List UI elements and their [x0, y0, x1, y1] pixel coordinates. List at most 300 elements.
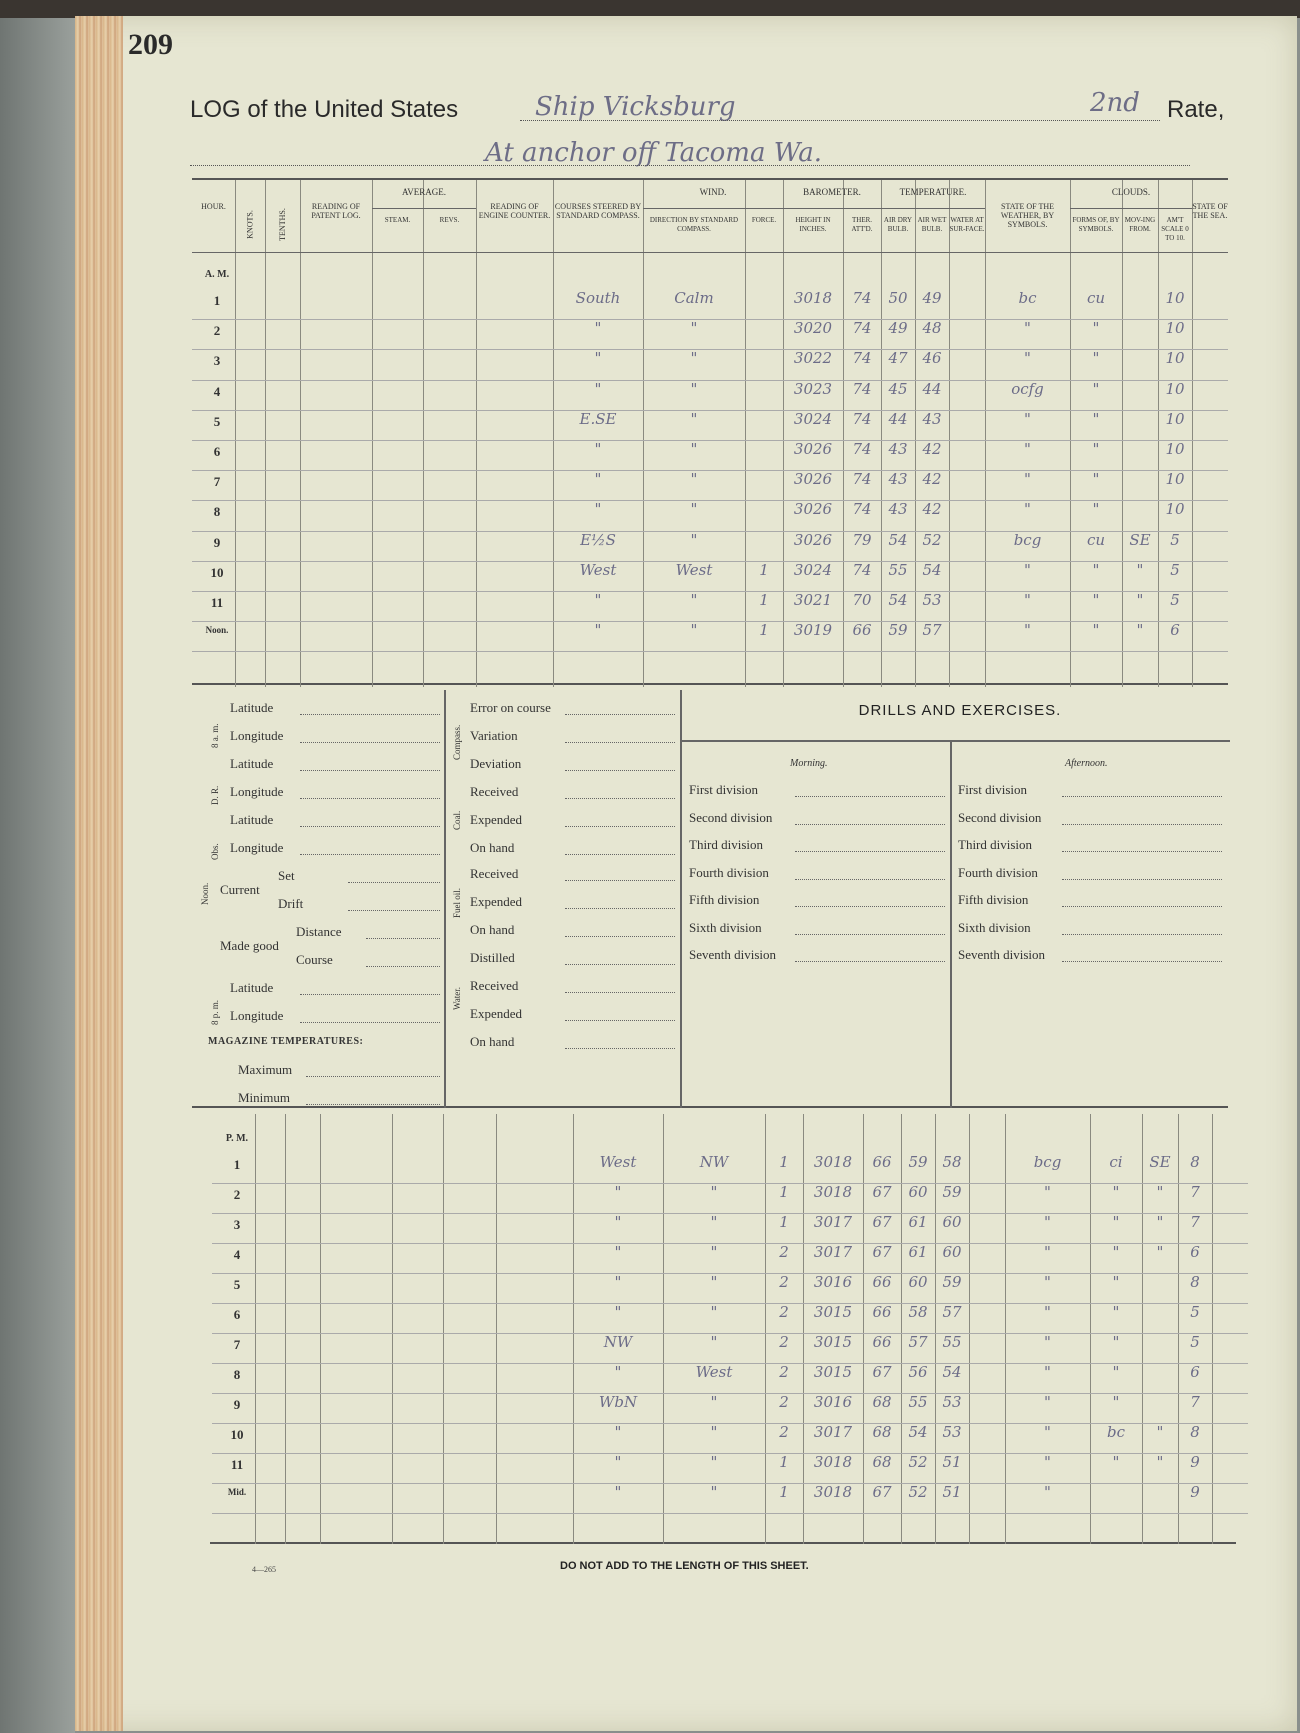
cell-mov: " — [1136, 591, 1144, 609]
table-column-rule — [985, 180, 986, 687]
location-line — [190, 165, 1190, 166]
cell-wdir: " — [690, 440, 698, 458]
hour-label: 6 — [213, 444, 221, 459]
cell-dry: 54 — [908, 1423, 928, 1441]
cell-baro: 3018 — [813, 1183, 853, 1201]
pm-table — [210, 1112, 1236, 1544]
table-column-rule — [643, 180, 644, 687]
cell-dry: 58 — [908, 1303, 928, 1321]
hour-label: 6 — [233, 1307, 241, 1322]
cell-baro: 3022 — [793, 349, 833, 368]
cell-amt: 10 — [1165, 470, 1185, 489]
table-column-rule — [285, 1114, 286, 1544]
cell-dry: 61 — [908, 1243, 928, 1261]
table-column-rule — [372, 180, 373, 687]
table-column-rule — [235, 180, 236, 687]
cell-wet: 51 — [942, 1483, 962, 1501]
cell-forms: " — [1092, 500, 1100, 519]
cell-wet: 54 — [942, 1363, 962, 1381]
cell-weather: " — [1024, 500, 1031, 519]
footer-notice: DO NOT ADD TO THE LENGTH OF THIS SHEET. — [560, 1560, 809, 1572]
table-column-rule — [969, 1114, 970, 1544]
cell-amt: 9 — [1190, 1483, 1200, 1501]
cell-baro: 3023 — [793, 379, 833, 398]
cell-amt: 6 — [1190, 1243, 1200, 1261]
dotted-line — [1062, 934, 1222, 935]
dotted-line — [565, 936, 675, 937]
position-latitude: Latitude — [230, 700, 274, 715]
cell-ther: 74 — [852, 440, 872, 458]
cell-wdir: " — [690, 319, 698, 338]
cell-weather: bcg — [1033, 1153, 1062, 1171]
dotted-line — [366, 966, 440, 967]
cell-wet: 53 — [942, 1393, 962, 1411]
header-barometer: BAROMETER. — [803, 187, 861, 197]
cell-ther: 66 — [872, 1303, 892, 1321]
cell-dry: 43 — [888, 500, 908, 519]
cell-wdir: " — [690, 591, 698, 609]
log-title: LOG of the United States — [190, 96, 459, 123]
dotted-line — [795, 906, 945, 907]
table-column-rule — [901, 1114, 902, 1544]
cell-mov: " — [1156, 1213, 1164, 1231]
header-steam: STEAM. — [384, 216, 411, 224]
cell-amt: 6 — [1170, 621, 1180, 640]
morning-division: Second division — [689, 809, 773, 825]
cell-wdir: " — [690, 621, 698, 640]
table-column-rule — [265, 180, 266, 687]
cell-dry: 61 — [908, 1213, 928, 1231]
cell-baro: 3018 — [793, 289, 833, 307]
cell-wdir: " — [710, 1183, 718, 1201]
am8-side-label: 8 a. m. — [210, 723, 220, 748]
cell-amt: 10 — [1165, 289, 1185, 307]
table-column-rule — [935, 1114, 936, 1544]
cell-forms: cu — [1086, 289, 1106, 307]
table-column-rule — [1090, 1114, 1091, 1544]
cell-amt: 8 — [1190, 1423, 1200, 1441]
hour-label: 9 — [233, 1397, 241, 1412]
cell-ther: 66 — [872, 1333, 892, 1351]
cell-course: " — [594, 319, 602, 338]
current-label: Current — [220, 882, 260, 897]
position-longitude: Longitude — [230, 1008, 284, 1023]
table-column-rule — [1005, 1114, 1006, 1544]
cell-wdir: " — [690, 409, 698, 428]
header-average: AVERAGE. — [401, 187, 447, 197]
middle-error: Error on course — [470, 700, 551, 715]
cell-wdir: " — [710, 1213, 718, 1231]
cell-ther: 74 — [852, 319, 872, 338]
table-column-rule — [1178, 1114, 1179, 1544]
cell-force: 1 — [759, 621, 769, 640]
group-rule — [372, 208, 476, 209]
cell-forms: " — [1112, 1183, 1120, 1201]
cell-baro: 3018 — [813, 1483, 853, 1501]
cell-course: " — [594, 349, 602, 368]
cell-wdir: " — [710, 1303, 718, 1321]
cell-amt: 5 — [1190, 1333, 1200, 1351]
table-column-rule — [553, 180, 554, 687]
cell-mov: " — [1136, 560, 1144, 579]
header-patent-log: READING OF PATENT LOG. — [311, 202, 361, 220]
dotted-line — [795, 796, 945, 797]
header-wind-force: FORCE. — [751, 216, 777, 224]
cell-wet: 57 — [942, 1303, 962, 1321]
cell-forms: " — [1092, 409, 1100, 428]
cell-wet: 55 — [942, 1333, 962, 1351]
cell-ther: 67 — [872, 1243, 892, 1261]
table-column-rule — [745, 180, 746, 687]
cell-course: E½S — [580, 530, 616, 549]
hour-label: 2 — [213, 323, 221, 339]
header-air-wet: AIR WET BULB. — [917, 216, 947, 233]
header-moving: MOV-ING FROM. — [1124, 216, 1156, 233]
magazine-label: MAGAZINE TEMPERATURES: — [208, 1036, 364, 1047]
header-wind-direction: DIRECTION BY STANDARD COMPASS. — [649, 216, 739, 233]
cell-force: 1 — [779, 1153, 789, 1171]
cell-wdir: " — [710, 1333, 718, 1351]
cell-dry: 59 — [888, 621, 908, 640]
cell-amt: 8 — [1190, 1273, 1200, 1291]
rate-label: Rate, — [1167, 96, 1225, 123]
afternoon-division: Fourth division — [958, 864, 1038, 880]
cell-forms: " — [1112, 1213, 1120, 1231]
minimum-label: Minimum — [238, 1090, 291, 1105]
position-longitude: Longitude — [230, 728, 284, 743]
obs-side-label: Obs. — [210, 843, 220, 860]
cell-amt: 7 — [1190, 1213, 1200, 1231]
group-rule — [783, 208, 881, 209]
middle-on-hand: On hand — [470, 922, 515, 937]
afternoon-division: First division — [958, 782, 1027, 797]
cell-wet: 60 — [942, 1213, 962, 1231]
cell-dry: 43 — [888, 440, 908, 458]
hour-label: 1 — [233, 1157, 241, 1172]
morning-division: Sixth division — [689, 919, 762, 935]
cell-force: 1 — [779, 1453, 789, 1471]
cell-mov: SE — [1129, 530, 1151, 549]
cell-weather: " — [1024, 560, 1031, 579]
cell-wet: 59 — [942, 1183, 962, 1201]
cell-ther: 74 — [852, 409, 872, 428]
cell-dry: 55 — [908, 1393, 928, 1411]
cell-forms: " — [1092, 379, 1100, 398]
cell-wdir: " — [710, 1483, 718, 1501]
cell-force: 1 — [779, 1483, 789, 1501]
hour-label: Mid. — [227, 1487, 247, 1497]
dotted-line — [565, 798, 675, 799]
dotted-line — [366, 938, 440, 939]
cell-forms: ci — [1109, 1153, 1123, 1171]
cell-force: 1 — [779, 1213, 789, 1231]
table-column-rule — [300, 180, 301, 687]
table-column-rule — [443, 1114, 444, 1544]
made-good-label: Made good — [220, 938, 279, 953]
cell-baro: 3021 — [793, 591, 833, 609]
cell-ther: 68 — [872, 1423, 892, 1441]
cell-ther: 74 — [852, 560, 872, 579]
dotted-line — [300, 798, 440, 799]
cell-amt: 5 — [1170, 560, 1180, 579]
morning-division: Seventh division — [689, 947, 777, 962]
cell-mov: SE — [1149, 1153, 1171, 1171]
cell-amt: 8 — [1190, 1153, 1200, 1171]
noon-side-label: Noon. — [200, 882, 210, 905]
cell-mov: " — [1156, 1453, 1164, 1471]
cell-weather: " — [1044, 1273, 1051, 1291]
cell-wet: 53 — [922, 591, 942, 609]
cell-ther: 70 — [852, 591, 872, 609]
table-column-rule — [843, 180, 844, 687]
cell-wet: 59 — [942, 1273, 962, 1291]
morning-division: First division — [689, 782, 758, 797]
cell-force: 2 — [779, 1243, 789, 1261]
cell-wdir: Calm — [674, 289, 714, 307]
cell-wdir: " — [690, 349, 698, 368]
cell-force: 1 — [759, 560, 769, 579]
cell-baro: 3015 — [813, 1303, 853, 1321]
cell-force: 1 — [779, 1183, 789, 1201]
cell-baro: 3024 — [793, 409, 833, 428]
middle-divider-2 — [680, 690, 682, 1108]
cell-course: " — [594, 470, 602, 489]
dotted-line — [300, 770, 440, 771]
cell-ther: 66 — [872, 1153, 892, 1171]
cell-dry: 50 — [888, 289, 908, 307]
header-water: WATER AT SUR-FACE. — [949, 216, 985, 233]
cell-dry: 47 — [888, 349, 908, 368]
middle-on-hand: On hand — [470, 1034, 515, 1049]
cell-weather: " — [1024, 319, 1031, 338]
dotted-line — [795, 961, 945, 962]
dotted-line — [565, 964, 675, 965]
cell-dry: 52 — [908, 1453, 928, 1471]
cell-baro: 3019 — [793, 621, 833, 640]
cell-amt: 10 — [1165, 379, 1185, 398]
middle-variation: Variation — [470, 728, 518, 743]
header-tenths: TENTHS. — [278, 208, 287, 241]
cell-dry: 59 — [908, 1153, 928, 1171]
background-left — [0, 0, 75, 1733]
cell-forms: " — [1092, 440, 1100, 458]
dotted-line — [795, 824, 945, 825]
table-column-rule — [803, 1114, 804, 1544]
cell-dry: 43 — [888, 470, 908, 489]
cell-course: " — [594, 440, 602, 458]
afternoon-division: Fifth division — [958, 892, 1029, 907]
cell-dry: 52 — [908, 1483, 928, 1501]
cell-weather: " — [1024, 349, 1031, 368]
cell-ther: 67 — [872, 1483, 892, 1501]
cell-dry: 54 — [888, 591, 908, 609]
hour-label: 5 — [213, 413, 221, 429]
dotted-line — [795, 934, 945, 935]
middle-distilled: Distilled — [470, 950, 515, 965]
cell-weather: " — [1024, 591, 1031, 609]
hour-label: 10 — [210, 564, 224, 580]
cell-forms: " — [1112, 1333, 1120, 1351]
morning-division: Fifth division — [689, 892, 760, 907]
cell-wdir: " — [710, 1453, 718, 1471]
cell-ther: 67 — [872, 1213, 892, 1231]
cell-baro: 3026 — [793, 470, 833, 489]
cell-course: " — [594, 500, 602, 519]
cell-ther: 74 — [852, 500, 872, 519]
dotted-line — [565, 908, 675, 909]
hour-label: 7 — [233, 1337, 241, 1352]
group-rule — [643, 208, 783, 209]
cell-wet: 53 — [942, 1423, 962, 1441]
header-air-dry: AIR DRY BULB. — [883, 216, 913, 233]
cell-weather: " — [1024, 470, 1031, 489]
cell-wdir: NW — [699, 1153, 729, 1171]
cell-wet: 42 — [922, 440, 942, 458]
cell-ther: 67 — [872, 1183, 892, 1201]
cell-weather: " — [1024, 440, 1031, 458]
cell-ther: 68 — [872, 1393, 892, 1411]
cell-wet: 42 — [922, 470, 942, 489]
middle-received: Received — [470, 784, 519, 799]
cell-dry: 55 — [888, 560, 908, 579]
dotted-line — [1062, 851, 1222, 852]
cell-wdir: " — [710, 1273, 718, 1291]
hour-label: 10 — [230, 1427, 244, 1442]
cell-force: 2 — [779, 1303, 789, 1321]
afternoon-division: Second division — [958, 809, 1042, 825]
page-number: 209 — [128, 28, 173, 61]
cell-wdir: West — [695, 1363, 733, 1381]
position-latitude: Latitude — [230, 756, 274, 771]
position-drift: Drift — [278, 896, 304, 911]
position-longitude: Longitude — [230, 840, 284, 855]
hour-label: 4 — [233, 1247, 241, 1262]
cell-course: " — [614, 1423, 622, 1441]
cell-baro: 3018 — [813, 1153, 853, 1171]
table-column-rule — [1122, 180, 1123, 687]
hour-label: 8 — [233, 1367, 241, 1382]
dotted-line — [565, 714, 675, 715]
cell-course: E.SE — [579, 409, 617, 428]
hour-label: 3 — [213, 353, 221, 369]
table-column-rule — [783, 180, 784, 687]
middle-divider-1 — [444, 690, 446, 1108]
cell-amt: 5 — [1190, 1303, 1200, 1321]
table-column-rule — [392, 1114, 393, 1544]
cell-baro: 3018 — [813, 1453, 853, 1471]
cell-forms: " — [1112, 1393, 1120, 1411]
morning-label: Morning. — [790, 758, 828, 769]
middle-expended: Expended — [470, 812, 522, 827]
cell-dry: 56 — [908, 1363, 928, 1381]
pm8-side-label: 8 p. m. — [210, 999, 220, 1025]
cell-course: " — [594, 621, 602, 640]
header-weather: STATE OF THE WEATHER, BY SYMBOLS. — [1000, 202, 1055, 229]
dotted-line — [565, 992, 675, 993]
dotted-line — [300, 854, 440, 855]
cell-ther: 66 — [872, 1273, 892, 1291]
afternoon-division: Sixth division — [958, 919, 1031, 935]
location: At anchor off Tacoma Wa. — [485, 138, 822, 168]
ship-name: Ship Vicksburg — [535, 92, 736, 122]
middle-deviation: Deviation — [470, 756, 522, 771]
cell-wet: 43 — [922, 409, 942, 428]
cell-course: West — [599, 1153, 637, 1171]
cell-wdir: " — [710, 1393, 718, 1411]
cell-course: South — [575, 289, 621, 307]
cell-forms: " — [1112, 1453, 1120, 1471]
water-side-label: Water. — [452, 986, 462, 1010]
cell-ther: 74 — [852, 349, 872, 368]
cell-force: 2 — [779, 1423, 789, 1441]
table-column-rule — [1142, 1114, 1143, 1544]
header-wind: WIND. — [699, 187, 727, 197]
cell-force: 1 — [759, 591, 769, 609]
dotted-line — [306, 1104, 440, 1105]
cell-dry: 54 — [888, 530, 908, 549]
cell-wet: 58 — [942, 1153, 962, 1171]
cell-forms: " — [1092, 470, 1100, 489]
fuel-side-label: Fuel oil. — [452, 887, 462, 918]
dotted-line — [300, 826, 440, 827]
cell-amt: 7 — [1190, 1393, 1200, 1411]
cell-weather: " — [1024, 409, 1031, 428]
cell-amt: 10 — [1165, 409, 1185, 428]
dotted-line — [1062, 879, 1222, 880]
cell-weather: ocfg — [1011, 379, 1044, 398]
cell-course: " — [594, 379, 602, 398]
dotted-line — [795, 851, 945, 852]
cell-forms: " — [1112, 1243, 1120, 1261]
cell-baro: 3024 — [793, 560, 833, 579]
cell-wdir: " — [690, 500, 698, 519]
drills-title: DRILLS AND EXERCISES. — [858, 702, 1062, 719]
cell-weather: bc — [1018, 289, 1037, 307]
cell-ther: 66 — [852, 621, 872, 640]
middle-expended: Expended — [470, 894, 522, 909]
cell-amt: 9 — [1190, 1453, 1200, 1471]
table-column-rule — [423, 180, 424, 687]
cell-weather: bcg — [1013, 530, 1042, 549]
cell-course: " — [614, 1453, 622, 1471]
form-number: 4—265 — [252, 1565, 276, 1574]
header-revs: REVS. — [439, 216, 460, 224]
table-column-rule — [765, 1114, 766, 1544]
cell-baro: 3017 — [813, 1243, 853, 1261]
cell-course: " — [614, 1273, 622, 1291]
table-column-rule — [949, 180, 950, 687]
cell-baro: 3015 — [813, 1333, 853, 1351]
cell-amt: 10 — [1165, 500, 1185, 519]
table-column-rule — [663, 1114, 664, 1544]
cell-weather: " — [1044, 1423, 1051, 1441]
am-label: A. M. — [204, 269, 230, 280]
header-ther: THER. ATT'D. — [851, 216, 873, 233]
cell-dry: 45 — [888, 379, 908, 398]
position-longitude: Longitude — [230, 784, 284, 799]
afternoon-division: Seventh division — [958, 947, 1046, 962]
header-height: HEIGHT IN INCHES. — [795, 216, 831, 233]
dotted-line — [1062, 796, 1222, 797]
dotted-line — [565, 770, 675, 771]
afternoon-division: Third division — [958, 837, 1033, 852]
group-rule — [881, 208, 985, 209]
cell-amt: 5 — [1170, 591, 1180, 609]
hour-label: 2 — [233, 1187, 241, 1202]
header-temperature: TEMPERATURE. — [899, 187, 967, 197]
cell-weather: " — [1044, 1363, 1051, 1381]
hour-label: Noon. — [205, 625, 229, 636]
